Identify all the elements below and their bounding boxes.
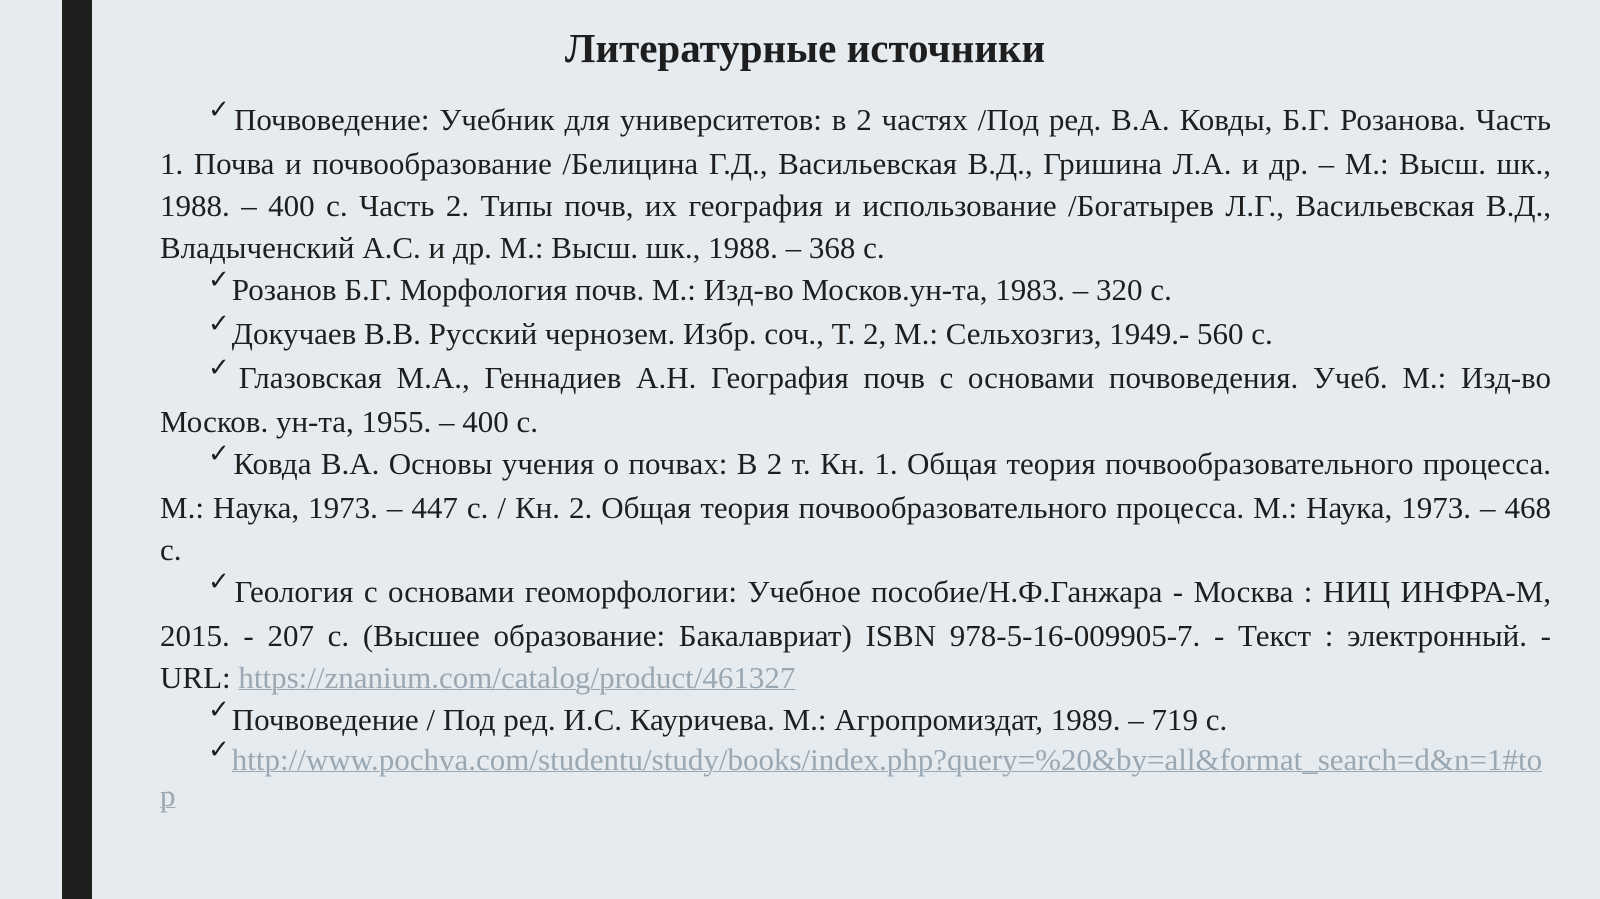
check-icon: ✓: [208, 309, 230, 339]
reference-item-2: [160, 265, 1551, 313]
check-icon: ✓: [208, 439, 232, 469]
reference-text: Геология с основами геоморфологии: Учебное пособие/Н.Ф.Ганжара - Москва : НИЦ ИНФРА-М, 2015. - 207 с. (Высшее образование: Бакалавриат) ISBN 978-5-16-009905-7. - Текст : электронный. - URL:: [160, 574, 1551, 695]
znanium-link[interactable]: https://znanium.com/catalog/product/461327: [238, 660, 796, 695]
reference-text: Почвоведение / Под ред. И.С. Кауричева. М.: Агропромиздат, 1989. – 719 с.: [231, 702, 1228, 737]
reference-text: Почвоведение: Учебник для университетов: в 2 частях /Под ред. В.А. Ковды, Б.Г. Розанова. Часть 1. Почва и почвообразование /Белицина Г.Д., Васильевская В.Д., Гришина Л.А. и др. – М.: Высш. шк., 1988. – 400 с. Часть 2. Типы почв, их география и использование /Богатырев Л.Г., Васильевская В.Д., Владыченский А.С. и др. М.: Высш. шк., 1988. – 368 с.: [160, 102, 1551, 265]
check-icon: ✓: [208, 353, 237, 383]
reference-list: [160, 95, 1551, 813]
reference-item-4: [160, 353, 1551, 443]
side-bar: [62, 0, 92, 899]
reference-text: Докучаев В.В. Русский чернозем. Избр. соч., Т. 2, М.: Сельхозгиз, 1949.- 560 с.: [231, 316, 1273, 351]
check-icon: ✓: [208, 265, 230, 295]
page-title: Литературные источники: [564, 25, 1046, 71]
check-icon: ✓: [208, 567, 233, 597]
reference-text: Ковда В.А. Основы учения о почвах: В 2 т. Кн. 1. Общая теория почвообразовательного процесса. М.: Наука, 1973. – 447 с. / Кн. 2. Общая теория почвообразовательного процесса. М.: Наука, 1973. – 468 с.: [160, 446, 1551, 567]
reference-item-5: [160, 439, 1551, 571]
reference-item-1: [160, 95, 1551, 269]
check-icon: ✓: [208, 95, 232, 125]
reference-item-3: [160, 309, 1551, 357]
reference-item-8: [160, 735, 1551, 813]
check-icon: ✓: [208, 735, 230, 765]
reference-item-7: [160, 695, 1551, 743]
reference-text: Розанов Б.Г. Морфология почв. М.: Изд-во Москов.ун-та, 1983. – 320 с.: [231, 272, 1172, 307]
check-icon: ✓: [208, 695, 230, 725]
pochva-link[interactable]: http://www.pochva.com/studentu/study/books/index.php?query=%20&by=all&format_search=d&n=1#top: [160, 742, 1543, 813]
reference-text: Глазовская М.А., Геннадиев А.Н. География почв с основами почвоведения. Учеб. М.: Изд-во Москов. ун-та, 1955. – 400 с.: [160, 360, 1551, 439]
reference-item-6: [160, 567, 1551, 699]
